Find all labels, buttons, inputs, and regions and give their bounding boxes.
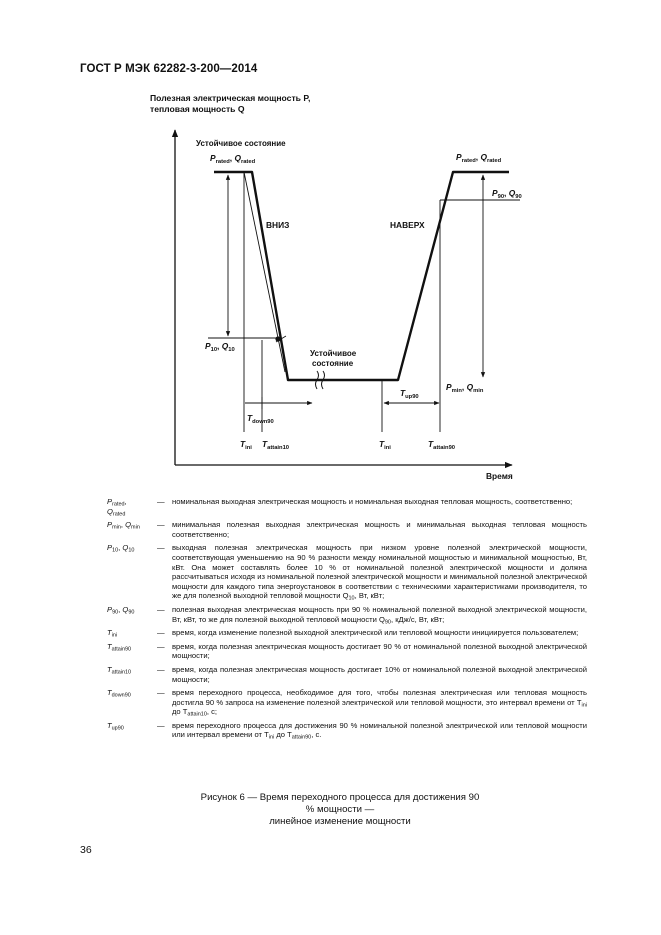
legend-row: $T_{attain10}$ — время, когда полезная электрическая мощность достигает 10% от номинальной полезной выходной электрической мощности; <box>107 664 587 684</box>
pmin-label: $P_{min}$, $Q_{min}$ <box>446 382 484 394</box>
legend-row: $P_{min}$, $Q_{min}$ — минимальная полезная выходная электрическая мощность и минимальная выходная тепловая мощность соответственно; <box>107 520 587 539</box>
tini-left-label: $T_{ini}$ <box>240 439 252 451</box>
steady-state-mid-line1: Устойчивое <box>310 349 357 358</box>
p10-label: $P_{10}$, $Q_{10}$ <box>205 341 235 353</box>
tdown90-label: $T_{down90}$ <box>247 413 274 425</box>
steady-state-mid-line2: состояние <box>312 359 354 368</box>
y-axis-title-line2: тепловая мощность Q <box>150 104 245 114</box>
x-axis-title: Время <box>486 471 513 481</box>
up-label: НАВЕРХ <box>390 220 425 230</box>
power-curve <box>214 172 509 380</box>
legend-row: $P_{rated}$, $Q_{rated}$ — номинальная выходная электрическая мощность и номинальная выходная тепловая мощность, соответственно; <box>107 497 573 518</box>
steady-state-top-label: Устойчивое состояние <box>196 139 286 148</box>
caption-line-2: линейное изменение мощности <box>269 815 411 827</box>
tup90-label: $T_{up90}$ <box>400 388 419 400</box>
prated-right-label: $P_{rated}$, $Q_{rated}$ <box>456 152 502 164</box>
legend-row: $T_{ini}$ — время, когда изменение полезной выходной электрической или тепловой мощности инициируется пользователем; <box>107 628 579 639</box>
page-number: 36 <box>80 844 92 856</box>
y-axis-title-line1: Полезная электрическая мощность P, <box>150 93 311 103</box>
prated-left-label: $P_{rated}$, $Q_{rated}$ <box>210 153 256 165</box>
symbol-legend <box>107 497 587 744</box>
down-thin-ramp <box>244 172 285 372</box>
p90-label: $P_{90}$, $Q_{90}$ <box>492 188 522 200</box>
tattain90-label: $T_{attain90}$ <box>428 439 456 451</box>
down-label: ВНИЗ <box>266 220 290 230</box>
p10-point <box>275 336 280 341</box>
figure-caption <box>200 792 480 827</box>
legend-row: $T_{attain90}$ — время, когда полезная электрическая мощность достигает 90 % от номинальной полезной выходной электрической мощности; <box>107 641 587 661</box>
legend-row: $P_{10}$, $Q_{10}$ — выходная полезная электрическая мощность при низком уровне полезной электрической мощности, соответствующая уменьшению на 90 % разности между номинальной мощностью и минимальной мощностью, Вт, кВт. Она может составлять более 10 % от номинальной полезной электрической мощности и должна рассчитываться исходя из номинальной полезной электрической мощности и минимальной полезной электрической мощности для каждого типа энергоустановок в соответствии с техническими характеристиками производителя, то же для полезной выходной тепловой мощности $Q_{10}$, Вт, кВт; <box>107 543 587 602</box>
tini-right-label: $T_{ini}$ <box>379 439 391 451</box>
caption-line-1: Рисунок 6 — Время переходного процесса для достижения 90 % мощности — <box>200 792 480 815</box>
legend-row: $T_{down90}$ — время переходного процесса, необходимое для того, чтобы полезная электрическая или тепловая мощность достигла 90 % запроса на изменение полезной электрической или тепловой мощности, это интервал времени от $T_{ini}$ до $T_{attain10}$, с; <box>107 688 587 718</box>
tattain10-label: $T_{attain10}$ <box>262 439 290 451</box>
document-header: ГОСТ Р МЭК 62282-3-200—2014 <box>80 63 258 75</box>
legend-row: $P_{90}$, $Q_{90}$ — полезная выходная электрическая мощность при 90 % номинальной полезной выходной электрической мощности, Вт, кВт, то же для полезной выходной тепловой мощности $Q_{90}$, кДж/с, Вт, кВт; <box>107 604 587 626</box>
legend-row: $T_{up90}$ — время переходного процесса для достижения 90 % номинальной полезной электрической или тепловой мощности или интервал времени от $T_{ini}$ до $T_{attain90}$, с. <box>107 720 587 742</box>
